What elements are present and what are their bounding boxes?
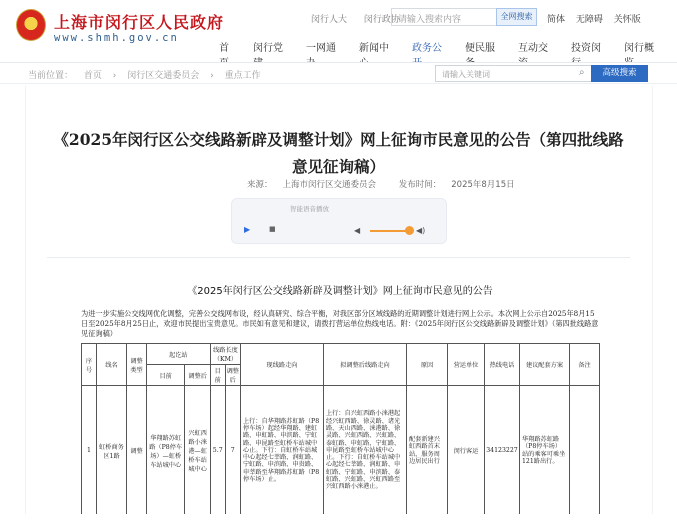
breadcrumb-home[interactable]: 首页 [83, 71, 102, 81]
row-stops-adjusted: 兴虹西路小涞港—虹桥车站城中心 [185, 386, 211, 516]
table-header-line: 线名 [97, 344, 127, 386]
nav-news-center[interactable]: 新闻中 [359, 43, 389, 54]
breadcrumb-separator: › [112, 71, 117, 81]
breadcrumb-bar [0, 62, 677, 84]
nav-government-affairs[interactable]: 政务公 [412, 43, 442, 54]
table-header-remark: 备注 [570, 344, 600, 386]
volume-slider-handle[interactable] [405, 226, 414, 235]
row-type: 调整 [127, 386, 147, 516]
source-label [247, 180, 386, 190]
nav-public-services[interactable]: 便民服 [465, 43, 495, 54]
divider [47, 257, 630, 258]
row-reason: 配套新建兴虹西路首末站，服务周边居民出行 [407, 386, 448, 516]
publish-date: 2025年8月15日 [451, 180, 515, 190]
volume-fill [370, 230, 406, 232]
search-icon[interactable]: ⌕ [579, 67, 585, 78]
route-adjustment-table [81, 343, 600, 516]
accessibility-link[interactable]: 无障碍 [575, 15, 603, 25]
care-version-link[interactable]: 关怀版 [613, 15, 641, 25]
row-line: 虹桥商务区1路 [97, 386, 127, 516]
nav-overview[interactable]: 闵行概 [624, 43, 654, 54]
nav-interaction[interactable]: 互动交 [518, 43, 548, 54]
source-name: 上海市闵行区交通委员会 [282, 180, 377, 190]
nav-home[interactable]: 首 [219, 43, 229, 54]
table-header-adjusted-route: 拟调整后线路走向 [324, 344, 407, 386]
row-length-adjusted: 7 [225, 386, 240, 516]
table-subheader-current-stops: 目前 [147, 365, 185, 386]
table-row [82, 386, 600, 516]
link-zhengxie[interactable]: 闵行政协 [363, 15, 400, 25]
simplified-chinese-link[interactable]: 简体 [547, 15, 566, 25]
site-search-input[interactable]: 请输入搜索内容 [391, 8, 537, 26]
table-header-type: 调整类型 [127, 344, 147, 386]
table-header-no: 序号 [82, 344, 97, 386]
nav-investment[interactable]: 投资闵 [571, 43, 601, 54]
advanced-search-button[interactable]: 高级搜索 [591, 65, 648, 82]
volume-icon[interactable]: ◀ [354, 226, 361, 235]
volume-up-icon[interactable]: ◀) [416, 226, 426, 235]
row-length-current: 5.7 [210, 386, 225, 516]
breadcrumb-key-work[interactable]: 重点工作 [224, 71, 261, 81]
source-prefix: 来源： [247, 180, 273, 190]
row-route-current: 上行：自华翔路苏虹路（P8停车场）起经华翔路、建虹路、申虹路、申滨路、宁虹路、申昆路至虹桥车站城中心止。下行：自虹桥车站城中心起经七莘路、润虹路、宁虹路、申滨路、申贵路、申莘路至华翔路苏虹路（P8停车场）止。 [241, 386, 324, 516]
row-hotline: 34123227 [485, 386, 520, 516]
keyword-search-input[interactable]: 请输入关键词 [435, 65, 593, 82]
breadcrumb-prefix: 当前位置： [28, 71, 74, 81]
table-header-stops: 起讫站 [147, 344, 211, 365]
page-bottom-crop [0, 514, 677, 523]
site-url: www.shmh.gov.cn [54, 32, 179, 44]
nav-party-building[interactable]: 闵行党 [253, 43, 283, 54]
audio-player-label: 智能语音播放 [290, 205, 329, 213]
audio-player [231, 198, 447, 244]
government-emblem-logo [16, 9, 46, 41]
accessibility-links [547, 12, 649, 25]
article-title: 《2025年闵行区公交线路新辟及调整计划》网上征询市民意见的公告（第四批线路意见征询稿） [53, 130, 624, 176]
nav-one-stop-service[interactable]: 一网通 [306, 43, 336, 54]
article-subtitle: 《2025年闵行区公交线路新辟及调整计划》网上征询市民意见的公告 [187, 286, 493, 297]
stop-icon[interactable]: ■ [269, 225, 276, 233]
row-operator: 闵行客运 [448, 386, 485, 516]
breadcrumb-transport-committee[interactable]: 闵行区交通委员会 [127, 71, 200, 81]
play-icon[interactable]: ▶ [244, 225, 251, 234]
publish-prefix: 发布时间： [398, 180, 442, 190]
article-paragraph: 为进一步实施公交线网优化调整，完善公交线网布设，经认真研究、综合平衡，对我区部分区域线路的近期调整计划进行网上公示。本次网上公示自2025年8月15日至2025年8月25日止，欢迎市民提出宝贵意见。市民如有意见和建议，请拨打营运单位热线电话。附：《2025年闵行区公交线路新辟及调整计划》（第四批线路意见征询稿） [81, 309, 599, 338]
breadcrumb-separator: › [210, 71, 214, 81]
site-name[interactable]: 上海市闵行区人民政府 [54, 13, 225, 32]
link-renda[interactable]: 闵行人大 [311, 15, 348, 25]
table-subheader-adjusted-length: 调整后 [225, 365, 240, 386]
table-header-current-route: 现线路走向 [241, 344, 324, 386]
table-header-reason: 原因 [407, 344, 448, 386]
table-subheader-current-length: 目前 [210, 365, 225, 386]
table-subheader-adjusted-stops: 调整后 [185, 365, 211, 386]
breadcrumb [28, 68, 269, 81]
row-stops-current: 华翔路苏虹路（P8停车场）—虹桥车站城中心 [147, 386, 185, 516]
row-proposal: 华翔路苏虹路（P8停车场）站的乘客可乘坐121路出行。 [520, 386, 570, 516]
row-remark [570, 386, 600, 516]
table-header-proposal: 建议配套方案 [520, 344, 570, 386]
publish-time [399, 180, 525, 190]
table-header-operator: 营运单位 [448, 344, 485, 386]
article-meta [247, 178, 535, 190]
site-header [0, 0, 677, 62]
site-search-button[interactable]: 全网搜索 [496, 8, 537, 26]
row-no: 1 [82, 386, 97, 516]
table-header-length: 线路长度（KM） [210, 344, 240, 365]
row-route-adjusted: 上行：自兴虹西路小涞港起经兴虹西路、徐灵路、诸光路、天山西路、涞港路、徐灵路、兴虹西路、兴虹路、泰虹路、申虹路、宁虹路、申昆路至虹桥车站城中心止。下行：自虹桥车站城中心起经七莘路、润虹路、申虹路、宁虹路、申滨路、泰虹路、兴虹路、兴虹西路至兴虹西路小涞港止。 [324, 386, 407, 516]
table-header-hotline: 热线电话 [485, 344, 520, 386]
